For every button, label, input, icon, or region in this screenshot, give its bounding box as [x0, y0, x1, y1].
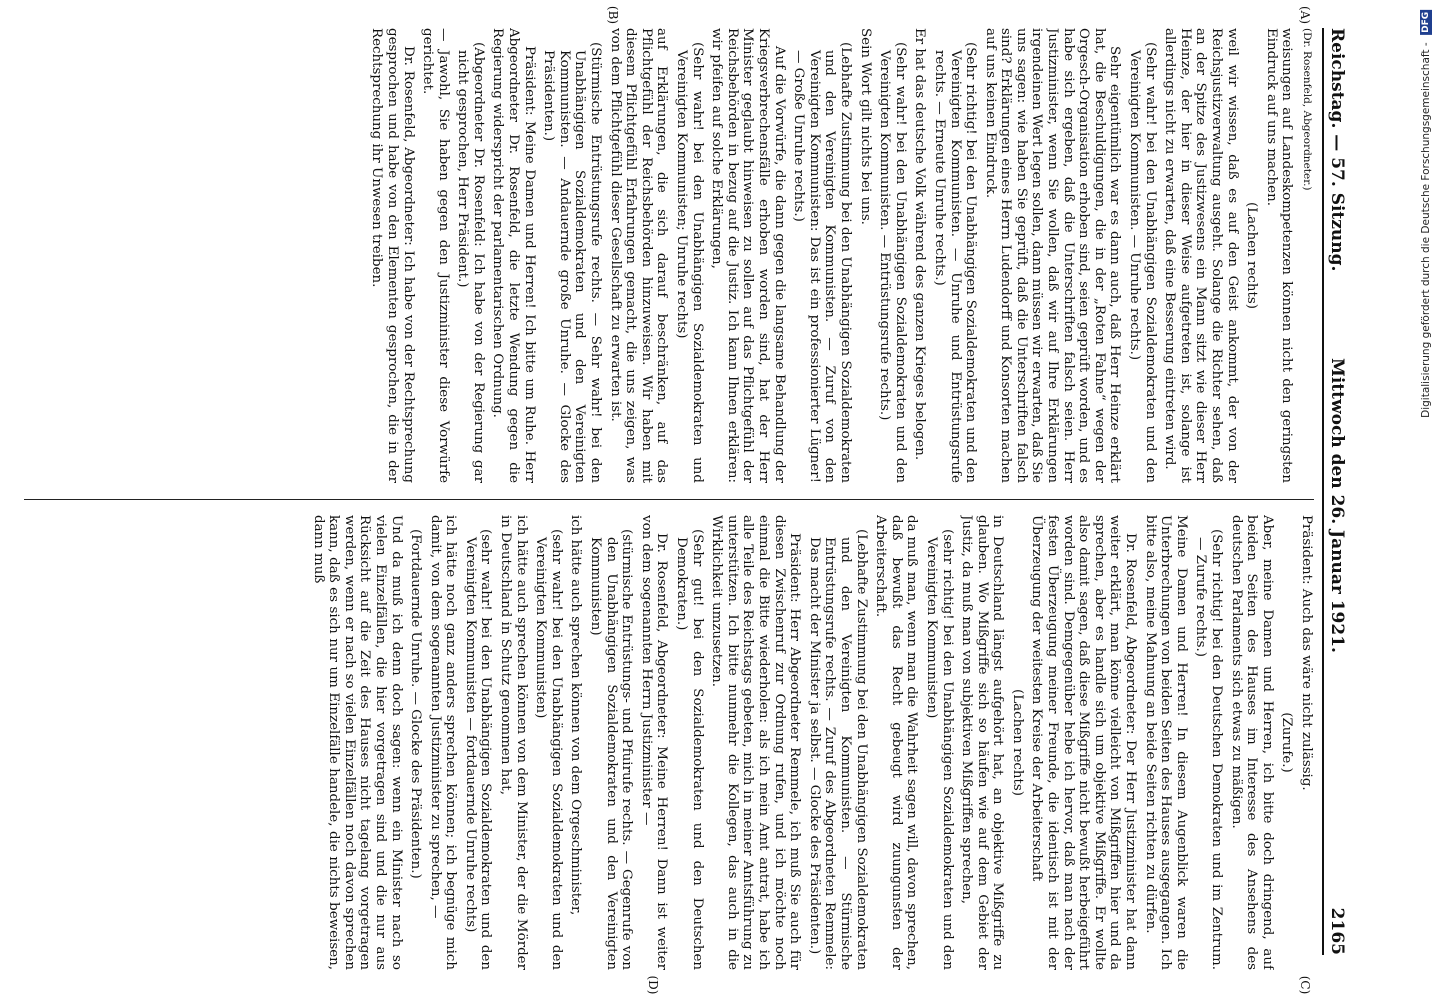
- paragraph: da muß man, wenn man die Wahrheit sagen will, davon sprechen, daß bewußt das Recht gebeugt wird zuungunsten der Arbeiterschaft.: [873, 515, 920, 970]
- speaker-paragraph: Dr. Rosenfeld, Abgeordneter: Ich habe von der Rechtsprechung gesprochen und habe von den Elementen gesprochen, die in der Rechtsprechung ihr Unwesen treiben.: [369, 28, 416, 483]
- paragraph: Er hat das deutsche Volk während des ganzen Krieges belogen.: [912, 28, 928, 461]
- interjection: (Sehr richtig! bei den Unabhängigen Sozialdemokraten und den Vereinigten Kommunisten. — Unruhe und Entrüstungsrufe rechts. — Erneute Unruhe rechts.): [931, 42, 979, 483]
- digitization-note: [1420, 10, 1432, 418]
- interjection: (Lebhafte Zustimmung bei den Unabhängigen Sozialdemokraten und den Vereinigten Kommunisten. — Stürmische Entrüstungsrufe rechts. — Zuruf des Abgeordneten Remmele: Das macht der Minister ja selbst. — Glocke des Präsidenten.): [806, 529, 869, 970]
- interjection: (Abgeordneter Dr. Rosenfeld: Ich habe von der Regierung gar nicht gesprochen, Herr Präsident.): [455, 42, 486, 483]
- interjection: (sehr wahr! bei den Unabhängigen Sozialdemokraten und den Vereinigten Kommunisten — fortdauernde Unruhe rechts): [462, 529, 494, 970]
- paragraph: ich hätte auch sprechen können von dem Orgeschminister,: [568, 515, 584, 916]
- page-number: 2165: [1326, 907, 1347, 955]
- column-divider: [24, 499, 1314, 500]
- interjection: (Sehr gut! bei den Sozialdemokraten und den Deutschen Demokraten.): [674, 529, 705, 970]
- header-date: Mittwoch den 26. Januar 1921.: [1326, 358, 1347, 653]
- paragraph: in Deutschland längst aufgehört hat, an objektive Mißgriffe zu glauben. Wo Mißgriffe sich so häufen wie auf dem Gebiet der Justiz, da muß man von subjektiven Mißgriffen sprechen,: [959, 515, 1006, 970]
- paragraph: ich hätte auch sprechen können von dem Minister, der die Mörder in Deutschland in Schutz genommen hat,: [498, 515, 529, 970]
- paragraph: Meine Damen und Herren! In diesem Augenblick waren die Unterbrechungen von beiden Seiten des Hauses ausgegangen. Ich bitte also, meine Mahnung an beide Seiten richten zu dürfen.: [1142, 515, 1189, 970]
- interjection: (Sehr wahr! bei den Unabhängigen Sozialdemokraten und Vereinigten Kommunisten; Unruhe rechts): [674, 42, 705, 483]
- interjection: (stürmische Entrüstungs- und Pfuirufe rechts. — Gegenrufe von den Unabhängigen Sozialdemokraten und den Vereinigten Kommunisten): [588, 529, 635, 970]
- interjection: (Sehr wahr! bei den Unabhängigen Sozialdemokraten und den Vereinigten Kommunisten. — Unruhe rechts.): [1127, 42, 1158, 483]
- speaker-paragraph: Präsident: Herr Abgeordneter Remmele, ich muß Sie auch für diesen Zwischenruf zur Ordnung rufen, und ich möchte noch einmal die Bitte wiederholen: als ich mein Amt antrat, habe ich alle Teile des Reichstags gebeten, mich in meiner Amtsführung zu unterstützen. Ich bitte nunmehr die Kollegen, das auch in die Wirklichkeit umzusetzen.: [709, 515, 803, 970]
- text-column-right: [24, 515, 1314, 970]
- dfg-logo: DFG: [1421, 12, 1431, 34]
- paragraph: Auf die Vorwürfe, die dann gegen die langsame Behandlung der Kriegsverbrechensfälle erhoben worden sind, hat der Herr Minister geglaubt hinweisen zu sollen auf das Pflichtgefühl der Reichsbehörden in bezug auf die Justiz. Ich kann Ihnen erklären: wir pfeifen auf solche Erklärungen,: [709, 28, 787, 483]
- paragraph: — Jawohl, Sie haben gegen den Justizminister diese Vorwürfe gerichtet.: [420, 28, 451, 483]
- margin-marker-b: (B): [606, 5, 620, 25]
- speaker-paragraph: Präsident: Auch das wäre nicht zulässig.: [1299, 515, 1314, 791]
- speaker-continuation: (Dr. Rosenfeld, Abgeordneter.): [1301, 28, 1313, 191]
- paragraph: Und da muß ich denn doch sagen: wenn ein Minister nach so vielen Einzelfällen, die hier vorgetragen sind und die nur aus Rücksicht auf die Zeit des Hauses nicht tagelang vorgetragen werden, wenn er nach so vielen Einzelfällen noch davon sprechen kann, daß es sich nur um Einzelfälle handele, die nichts beweisen, dann muß: [310, 515, 404, 970]
- margin-marker-a: (A): [1298, 5, 1312, 25]
- speaker-paragraph: Präsident: Meine Damen und Herren! Ich bitte um Ruhe. Herr Abgeordneter Dr. Rosenfeld, die letzte Wendung gegen die Regierung widerspricht der parlamentarischen Ordnung.: [490, 28, 537, 483]
- text-column-left: [24, 28, 1314, 483]
- document-page: [10, 5, 1360, 995]
- speaker-paragraph: Dr. Rosenfeld, Abgeordneter: Der Herr Justizminister hat dann weiter erklärt, man könne vielleicht von Mißgriffen hier und da sprechen, aber es handle sich um objektive Mißgriffe. Er wollte also damit sagen, daß diese Mißgriffe nicht bewußt herbeigeführt worden sind. Demgegenüber hebe ich hervor, daß man nach der festen Überzeugung meiner Freunde, die identisch ist mit der Überzeugung der weitesten Kreise der Arbeiterschaft: [1029, 515, 1139, 970]
- speaker-paragraph: Dr. Rosenfeld, Abgeordneter: Meine Herren! Dann ist weiter von dem sogenannten Herrn Justizminister —: [638, 515, 670, 970]
- interjection: (Sehr richtig! bei den Deutschen Demokraten und im Zentrum. — Zurufe rechts.): [1193, 529, 1225, 970]
- margin-marker-d: (D): [646, 975, 660, 995]
- paragraph: weisungen auf Landeskompetenzen können nicht den geringsten Eindruck auf uns machen.: [1263, 28, 1295, 483]
- paragraph: weil wir wissen, daß es auf den Geist ankommt, der von der Reichsjustizverwaltung ausgeht. Solange die Richter sehen, daß an der Spitze des Justizwesens ein Mann sitzt wie dieser Herr Heinze, der hier in dieser Weise aufgetreten ist, solange ist allerdings nicht zu erwarten, daß eine Besserung eintreten wird.: [1162, 28, 1240, 483]
- header-session: Reichstag. — 57. Sitzung.: [1326, 28, 1347, 272]
- page-header: [1322, 28, 1352, 955]
- paragraph: Sein Wort gilt nichts bei uns.: [857, 28, 873, 225]
- digitization-text: Digitalisierung gefördert durch die Deutsche Forschungsgemeinschaft -: [1420, 42, 1432, 418]
- paragraph: auf Erklärungen, die sich darauf beschränken, auf das Pflichtgefühl der Reichsbehörden hinzuweisen. Wir haben mit diesem Pflichtgefühl Erfahrungen gemacht, die uns zeigen, was von dem Pflichtgefühl dieser Gesellschaft zu erwarten ist.: [607, 28, 670, 483]
- paragraph: Aber, meine Damen und Herren, ich bitte doch dringend, auf beiden Seiten des Hauses im Interesse des Ansehens des deutschen Parlaments sich etwas zu mäßigen.: [1228, 515, 1275, 970]
- interjection: (Lebhafte Zustimmung bei den Unabhängigen Sozialdemokraten und den Vereinigten Kommunisten. — Zuruf von den Vereinigten Kommunisten: Das ist ein professionierter Lügner! — Große Unruhe rechts.): [791, 42, 853, 483]
- interjection: (sehr richtig! bei den Unabhängigen Sozialdemokraten und den Vereinigten Kommunisten): [923, 529, 955, 970]
- interjection: (Fortdauernde Unruhe. — Glocke des Präsidenten.): [408, 529, 424, 879]
- interjection: (Lachen rechts): [1244, 202, 1260, 309]
- interjection: (Lachen rechts): [1009, 689, 1025, 796]
- interjection: (Zurufe.): [1279, 712, 1295, 773]
- paragraph: ich hätte noch ganz anders sprechen können; ich begnüge mich damit, von dem sogenannten Justizminister zu sprechen, —: [427, 515, 459, 970]
- interjection: (Stürmische Entrüstungsrufe rechts. — Sehr wahr! bei den Unabhängigen Sozialdemokraten und den Vereinigten Kommunisten. — Andauernde große Unruhe. — Glocke des Präsidenten.): [541, 42, 604, 483]
- interjection: (sehr wahr! bei den Unabhängigen Sozialdemokraten und den Vereinigten Kommunisten): [533, 529, 564, 970]
- margin-marker-c: (C): [1298, 975, 1312, 995]
- paragraph: Sehr eigentümlich war es dann auch, daß Herr Heinze erklärt hat, die Beschuldigungen, die in der „Roten Fahne“ wegen der Orgesch-Organisation erhoben sind, seien geprüft worden, und es habe sich ergeben, daß die Unterschriften falsch seien. Herr Justizminister, wenn Sie wollen, daß wir auf Ihre Erklärungen irgendeinen Wert legen sollen, dann müssen wir erwarten, daß Sie uns sagen: wie haben Sie geprüft, daß die Unterschriften falsch sind? Erklärungen eines Herrn Ludendorff und Konsorten machen auf uns keinen Eindruck.: [982, 28, 1123, 483]
- interjection: (Sehr wahr! bei den Unabhängigen Sozialdemokraten und den Vereinigten Kommunisten. — Entrüstungsrufe rechts.): [877, 42, 908, 483]
